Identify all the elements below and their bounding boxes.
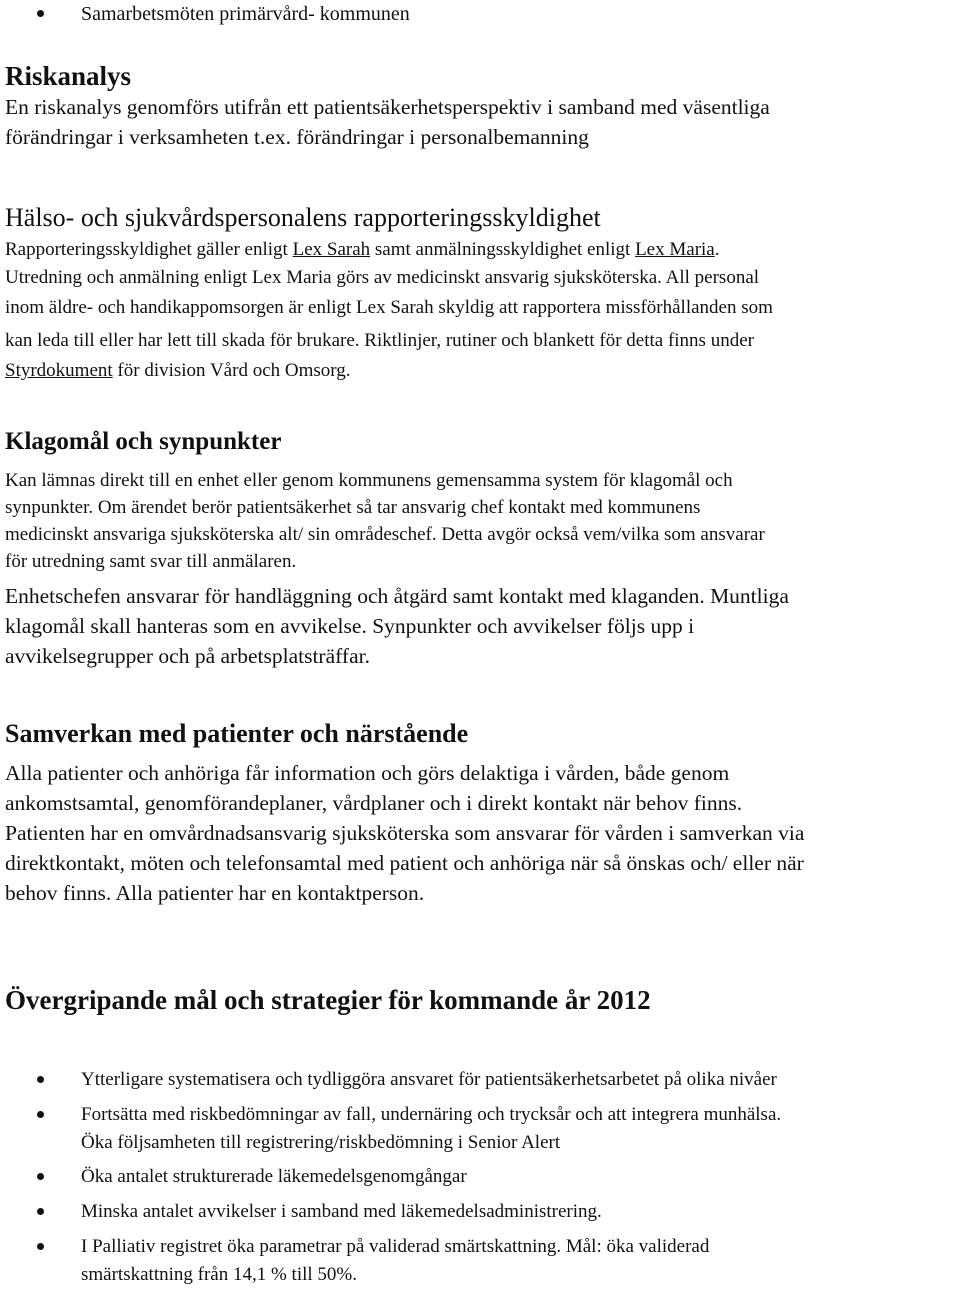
paragraph-line: medicinskt ansvariga sjuksköterska alt/ sin områdeschef. Detta avgör också vem/vilka som ansvarar <box>5 524 765 545</box>
list-item-line: I Palliativ registret öka parametrar på validerad smärtskattning. Mål: öka validerad <box>81 1236 710 1257</box>
paragraph-line: ankomstsamtal, genomförandeplaner, vårdplaner och i direkt kontakt när behov finns. <box>5 791 743 815</box>
paragraph-line <box>5 357 955 385</box>
paragraph-line: Kan lämnas direkt till en enhet eller genom kommunens gemensamma system för klagomål och <box>5 470 733 491</box>
list-item-text: Ytterligare systematisera och tydliggöra ansvaret för patientsäkerhetsarbetet på olika nivåer <box>81 1069 777 1090</box>
paragraph-line: direktkontakt, möten och telefonsamtal med patient och anhöriga när så önskas och/ eller när <box>5 851 804 875</box>
bullet-icon <box>37 1111 44 1118</box>
paragraph-riskanalys <box>5 92 955 152</box>
bullet-icon <box>37 1076 44 1083</box>
text-fragment: för division Vård och Omsorg. <box>112 360 351 381</box>
paragraph-line: En riskanalys genomförs utifrån ett patientsäkerhetsperspektiv i samband med väsentliga <box>5 95 770 119</box>
section-heading-samverkan: Samverkan med patienter och närstående <box>5 719 469 748</box>
link-lex-maria[interactable]: Lex Maria <box>635 239 715 260</box>
link-styrdokument[interactable]: Styrdokument <box>5 360 113 381</box>
paragraph-line: Patienten har en omvårdnadsansvarig sjuksköterska som ansvarar för vården i samverkan via <box>5 821 805 845</box>
list-item-line: smärtskattning från 14,1 % till 50%. <box>81 1264 357 1285</box>
paragraph-line: klagomål skall hanteras som en avvikelse. Synpunkter och avvikelser följs upp i <box>5 614 695 638</box>
bullet-icon <box>37 1243 44 1250</box>
paragraph-line: avvikelsegrupper och på arbetsplatsträffar. <box>5 644 370 668</box>
list-item-text <box>81 1101 940 1157</box>
paragraph-rapportering <box>5 236 955 385</box>
paragraph-line: kan leda till eller har lett till skada för brukare. Riktlinjer, rutiner och blankett för detta finns under <box>5 330 754 351</box>
bullet-icon <box>37 10 44 17</box>
link-lex-sarah[interactable]: Lex Sarah <box>292 239 371 260</box>
paragraph-line: Alla patienter och anhöriga får information och görs delaktiga i vården, både genom <box>5 761 730 785</box>
paragraph-line: inom äldre- och handikappomsorgen är enligt Lex Sarah skyldig att rapportera missförhållanden som <box>5 297 773 318</box>
list-item-text: Minska antalet avvikelser i samband med läkemedelsadministrering. <box>81 1201 602 1222</box>
paragraph-line <box>5 236 955 264</box>
paragraph-line: förändringar i verksamheten t.ex. förändringar i personalbemanning <box>5 125 589 149</box>
section-heading-mal: Övergripande mål och strategier för kommande år 2012 <box>5 985 651 1015</box>
list-item-text: Öka antalet strukturerade läkemedelsgenomgångar <box>81 1166 467 1187</box>
text-fragment: . <box>714 239 720 260</box>
section-heading-rapportering: Hälso- och sjukvårdspersonalens rapporteringsskyldighet <box>5 203 601 232</box>
text-fragment: samt anmälningsskyldighet enligt <box>370 239 636 260</box>
paragraph-line: behov finns. Alla patienter har en kontaktperson. <box>5 881 425 905</box>
text-fragment: Rapporteringsskyldighet gäller enligt <box>5 239 293 260</box>
section-heading-klagomal: Klagomål och synpunkter <box>5 428 282 455</box>
paragraph-line: synpunkter. Om ärendet berör patientsäkerhet så tar ansvarig chef kontakt med kommunens <box>5 497 701 518</box>
list-item-text: Samarbetsmöten primärvård- kommunen <box>81 3 410 25</box>
paragraph-samverkan <box>5 758 955 908</box>
paragraph-klagomal-1 <box>5 467 955 575</box>
paragraph-line: Utredning och anmälning enligt Lex Maria görs av medicinskt ansvarig sjuksköterska. All personal <box>5 266 760 288</box>
bullet-icon <box>37 1208 44 1215</box>
paragraph-line: för utredning samt svar till anmälaren. <box>5 551 297 572</box>
paragraph-line: Enhetschefen ansvarar för handläggning och åtgärd samt kontakt med klaganden. Muntliga <box>5 584 789 608</box>
list-item-text <box>81 1233 940 1289</box>
list-item-line: Fortsätta med riskbedömningar av fall, undernäring och trycksår och att integrera munhälsa. <box>81 1104 782 1125</box>
paragraph-klagomal-2 <box>5 581 955 671</box>
section-heading-riskanalys: Riskanalys <box>5 61 132 91</box>
list-item-line: Öka följsamheten till registrering/riskbedömning i Senior Alert <box>81 1132 561 1153</box>
bullet-icon <box>37 1173 44 1180</box>
